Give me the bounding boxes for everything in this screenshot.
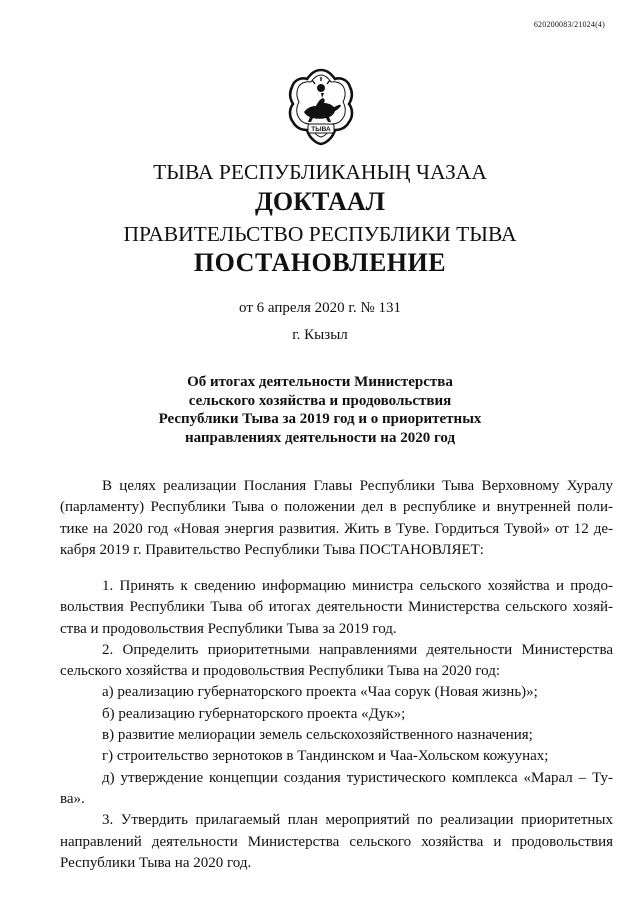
item-2-line: сельского хозяйства и продовольствия Республики Тыва на 2020 год: [60, 663, 501, 680]
text-line: тике на 2020 год «Новая энергия развития. Жить в Туве. Гордиться Тувой» от 12 де- [60, 520, 613, 537]
item-2d-line: ва». [60, 790, 85, 807]
item-1-line: 1. Принять к сведению информацию министра сельского хозяйства и продо- [102, 578, 613, 594]
header-postanovlenie: ПОСТАНОВЛЕНИЕ [193, 248, 447, 277]
tyva-coat-of-arms-icon [286, 66, 356, 148]
date-line: от 6 апреля 2020 г. № 131 [239, 300, 401, 316]
title-line: направлениях деятельности на 2020 год [184, 429, 456, 446]
item-3-line: направлений деятельности Министерства сельского хозяйства и продовольствия [60, 833, 613, 850]
item-2-line: 2. Определить приоритетными направлениями деятельности Министерства [102, 641, 613, 658]
item-2a-line: а) реализацию губернаторского проекта «Чаа сорук (Новая жизнь)»; [102, 684, 538, 701]
city-line: г. Кызыл [292, 327, 348, 343]
item-2d-line: д) утверждение концепции создания туристического комплекса «Марал – Ту- [102, 769, 613, 786]
header-tyva-line: ТЫВА РЕСПУБЛИКАНЫҢ ЧАЗАА [153, 160, 487, 184]
text-line: кабря 2019 г. Правительство Республики Тыва ПОСТАНОВЛЯЕТ: [60, 541, 484, 558]
text-line: (парламенту) Республики Тыва о положении дел в республике и внутренней поли- [60, 499, 613, 516]
preamble-paragraph [60, 476, 613, 561]
item-2b-line: б) реализацию губернаторского проекта «Дук»; [102, 705, 406, 722]
header-government-line: ПРАВИТЕЛЬСТВО РЕСПУБЛИКИ ТЫВА [123, 222, 517, 246]
resolution-items [60, 576, 613, 874]
title-line: Об итогах деятельности Министерства [187, 374, 453, 390]
item-3-line: Республики Тыва на 2020 год. [60, 854, 252, 871]
item-1-line: вольствия Республики Тыва об итогах деятельности Министерства сельского хозяй- [60, 599, 613, 616]
svg-text:ТЫВА: ТЫВА [311, 126, 331, 133]
document-code: 620200083/21024(4) [533, 20, 605, 29]
title-line: Республики Тыва за 2019 год и о приоритетных [158, 411, 482, 427]
item-1-line: ства и продовольствия Республики Тыва за 2019 год. [60, 620, 397, 637]
item-2g-line: г) строительство зернотоков в Тандинском и Чаа-Хольском кожуунах; [102, 748, 549, 765]
item-3-line: 3. Утвердить прилагаемый план мероприятий по реализации приоритетных [102, 812, 613, 829]
title-line: сельского хозяйства и продовольствия [188, 392, 452, 409]
header-doktaal: ДОКТААЛ [255, 187, 385, 216]
document-title [140, 373, 500, 447]
item-2v-line: в) развитие мелиорации земель сельскохозяйственного назначения; [102, 727, 533, 744]
text-line: В целях реализации Послания Главы Республики Тыва Верховному Хуралу [102, 478, 613, 494]
